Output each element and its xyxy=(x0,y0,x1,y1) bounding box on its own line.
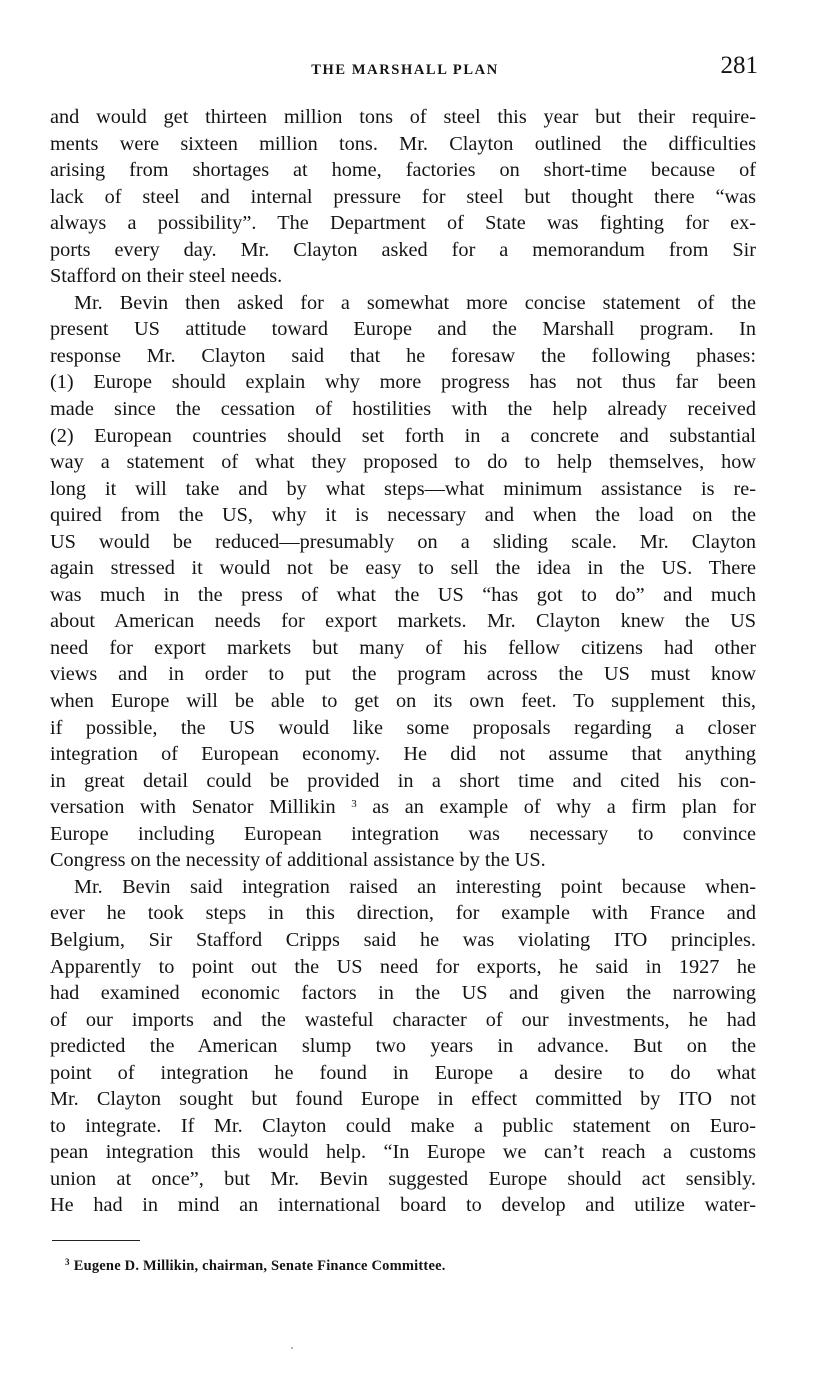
text-line: views and in order to put the program across the US must know xyxy=(50,663,756,686)
text-line: Europe including European integration was necessary to convince xyxy=(50,822,756,845)
text-line: long it will take and by what steps—what minimum assistance is re- xyxy=(50,477,756,500)
text-line: had examined economic factors in the US and given the narrowing xyxy=(50,982,756,1005)
text-line: need for export markets but many of his fellow citizens had other xyxy=(50,636,756,659)
text-line: Belgium, Sir Stafford Cripps said he was violating ITO principles. xyxy=(50,928,756,951)
text-line: to integrate. If Mr. Clayton could make a public statement on Euro- xyxy=(50,1114,756,1137)
paragraph-1 xyxy=(50,104,756,290)
text-line: US would be reduced—presumably on a sliding scale. Mr. Clayton xyxy=(50,530,756,553)
text-line: if possible, the US would like some proposals regarding a closer xyxy=(50,716,756,739)
footnote xyxy=(65,1258,446,1275)
text-line: Mr. Bevin said integration raised an interesting point because when- xyxy=(74,875,756,898)
text-line: point of integration he found in Europe a desire to do what xyxy=(50,1061,756,1084)
paragraph-3 xyxy=(50,874,756,1219)
text-line: when Europe will be able to get on its own feet. To supplement this, xyxy=(50,690,756,713)
text-line: present US attitude toward Europe and the Marshall program. In xyxy=(50,318,756,341)
text-line: union at once”, but Mr. Bevin suggested Europe should act sensibly. xyxy=(50,1167,756,1190)
text-line: integration of European economy. He did not assume that anything xyxy=(50,743,756,766)
text-line: about American needs for export markets. Mr. Clayton knew the US xyxy=(50,610,756,633)
text-line: Apparently to point out the US need for exports, he said in 1927 he xyxy=(50,955,756,978)
text-line: always a possibility”. The Department of State was fighting for ex- xyxy=(50,212,756,235)
text-line: Mr. Bevin then asked for a somewhat more concise statement of the xyxy=(74,291,756,314)
text-line: and would get thirteen million tons of steel this year but their require- xyxy=(50,106,756,128)
footnote-text: Eugene D. Millikin, chairman, Senate Finance Committee. xyxy=(73,1258,446,1274)
page-number: 281 xyxy=(720,52,758,79)
text-line: lack of steel and internal pressure for steel but thought there “was xyxy=(50,185,756,208)
text-line: response Mr. Clayton said that he foresaw the following phases: xyxy=(50,344,756,367)
paragraph-2 xyxy=(50,290,756,874)
text-line: arising from shortages at home, factories on short-time because of xyxy=(50,159,756,182)
text-line: (1) Europe should explain why more progress has not thus far been xyxy=(50,371,756,394)
footnote-marker: 3 xyxy=(65,1257,70,1267)
running-title: THE MARSHALL PLAN xyxy=(311,62,499,78)
text-line: quired from the US, why it is necessary and when the load on the xyxy=(50,504,756,527)
paper-speck xyxy=(291,1347,293,1349)
text-line: ments were sixteen million tons. Mr. Clayton outlined the difficulties xyxy=(50,132,756,155)
text-line: of our imports and the wasteful character of our investments, he had xyxy=(50,1008,756,1031)
text-line: way a statement of what they proposed to do to help themselves, how xyxy=(50,451,756,474)
footnote-reference: 3 xyxy=(351,798,357,811)
text-line: made since the cessation of hostilities with the help already received xyxy=(50,398,756,421)
text-line: Congress on the necessity of additional assistance by the US. xyxy=(50,849,546,872)
footnote-divider xyxy=(52,1240,140,1241)
text-line-with-footnote-ref xyxy=(50,794,756,821)
text-line: ever he took steps in this direction, for example with France and xyxy=(50,902,756,925)
running-header xyxy=(50,52,760,92)
text-fragment: versation with Senator Millikin xyxy=(50,796,336,819)
text-line: in great detail could be provided in a short time and cited his con- xyxy=(50,769,756,792)
text-line: Stafford on their steel needs. xyxy=(50,265,283,288)
text-line: pean integration this would help. “In Europe we can’t reach a customs xyxy=(50,1141,756,1164)
body-text xyxy=(50,104,756,1219)
text-line: He had in mind an international board to develop and utilize water- xyxy=(50,1194,756,1217)
text-line: Mr. Clayton sought but found Europe in effect committed by ITO not xyxy=(50,1088,756,1111)
text-fragment: as an example of why a firm plan for xyxy=(372,796,756,819)
text-line: again stressed it would not be easy to sell the idea in the US. There xyxy=(50,557,756,580)
text-line: predicted the American slump two years in advance. But on the xyxy=(50,1035,756,1058)
text-line: (2) European countries should set forth in a concrete and substantial xyxy=(50,424,756,447)
text-line: was much in the press of what the US “has got to do” and much xyxy=(50,583,756,606)
text-line: ports every day. Mr. Clayton asked for a memorandum from Sir xyxy=(50,238,756,261)
